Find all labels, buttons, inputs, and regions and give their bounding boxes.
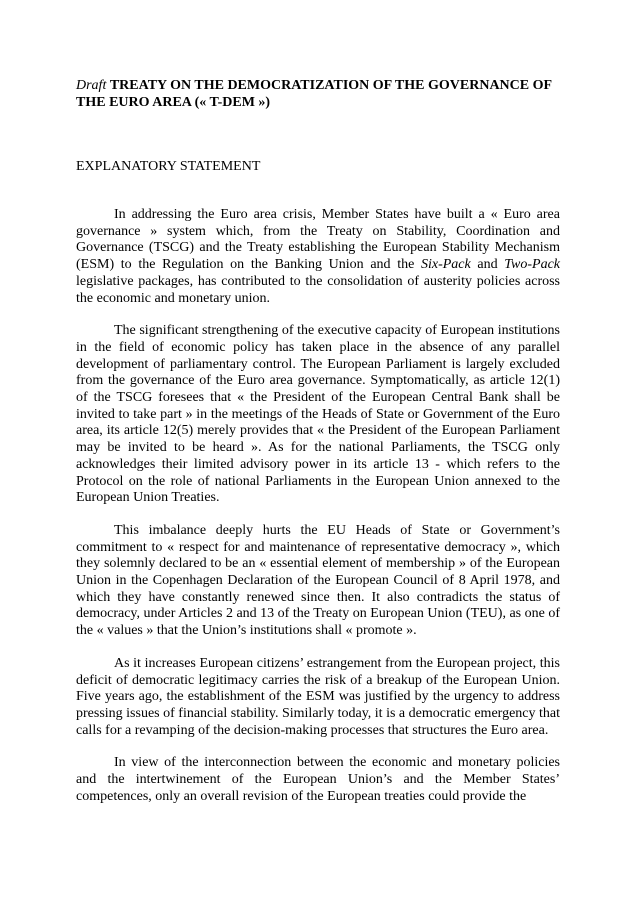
title-main-text: TREATY ON THE DEMOCRATIZATION OF THE GOVERNANCE OF THE EURO AREA (« T-DEM »)	[76, 78, 552, 110]
paragraph-1-text-a: In addressing the Euro area crisis, Member States have built a « Euro area governance » system which, from the Treaty on Stability, Coordination and Governance (TSCG) and the Treaty establishing the European Stability Mechanism (ESM) to the Regulation on the Banking Union and the	[76, 207, 560, 273]
paragraph-1-two-pack: Two-Pack	[504, 257, 560, 273]
paragraph-1-six-pack: Six-Pack	[420, 257, 471, 273]
paragraph-1-text-c: and	[470, 257, 505, 273]
document-body	[76, 207, 560, 822]
paragraph-1	[76, 207, 560, 307]
paragraph-4: As it increases European citizens’ estrangement from the European project, this deficit of democratic legitimacy carries the risk of a breakup of the European Union. Five years ago, the establishment of the ESM was justified by the urgency to address pressing issues of financial stability. Similarly today, it is a democratic emergency that calls for a revamping of the decision-making processes that structures the Euro area.	[76, 655, 560, 738]
title-draft-label: Draft	[76, 78, 107, 93]
paragraph-3: This imbalance deeply hurts the EU Heads of State or Government’s commitment to « respect for and maintenance of representative democracy », which they solemnly declared to be an « essential element of membership » of the European Union in the Copenhagen Declaration of the European Council of 8 April 1978, and which they have constantly renewed since then. It also contradicts the status of democracy, under Articles 2 and 13 of the Treaty on European Union (TEU), as one of the « values » that the Union’s institutions shall « promote ».	[76, 522, 560, 639]
section-heading: EXPLANATORY STATEMENT	[76, 159, 261, 174]
paragraph-5: In view of the interconnection between the economic and monetary policies and the intertwinement of the European Union’s and the Member States’ competences, only an overall revision of the European treaties could provide the	[76, 755, 560, 804]
paragraph-2: The significant strengthening of the executive capacity of European institutions in the field of economic policy has taken place in the absence of any parallel development of parliamentary control. The European Parliament is largely excluded from the governance of the Euro area governance. Symptomatically, as article 12(1) of the TSCG foresees that « the President of the European Central Bank shall be invited to take part » in the meetings of the Heads of State or Government of the Euro area, its article 12(5) merely provides that « the President of the European Parliament may be invited to be heard ». As for the national Parliaments, the TSCG only acknowledges their limited advisory power in its article 13 - which refers to the Protocol on the role of national Parliaments in the European Union annexed to the European Union Treaties.	[76, 323, 560, 506]
paragraph-1-text-e: legislative packages, has contributed to the consolidation of austerity policies across the economic and monetary union.	[76, 273, 560, 306]
document-title	[76, 77, 560, 111]
